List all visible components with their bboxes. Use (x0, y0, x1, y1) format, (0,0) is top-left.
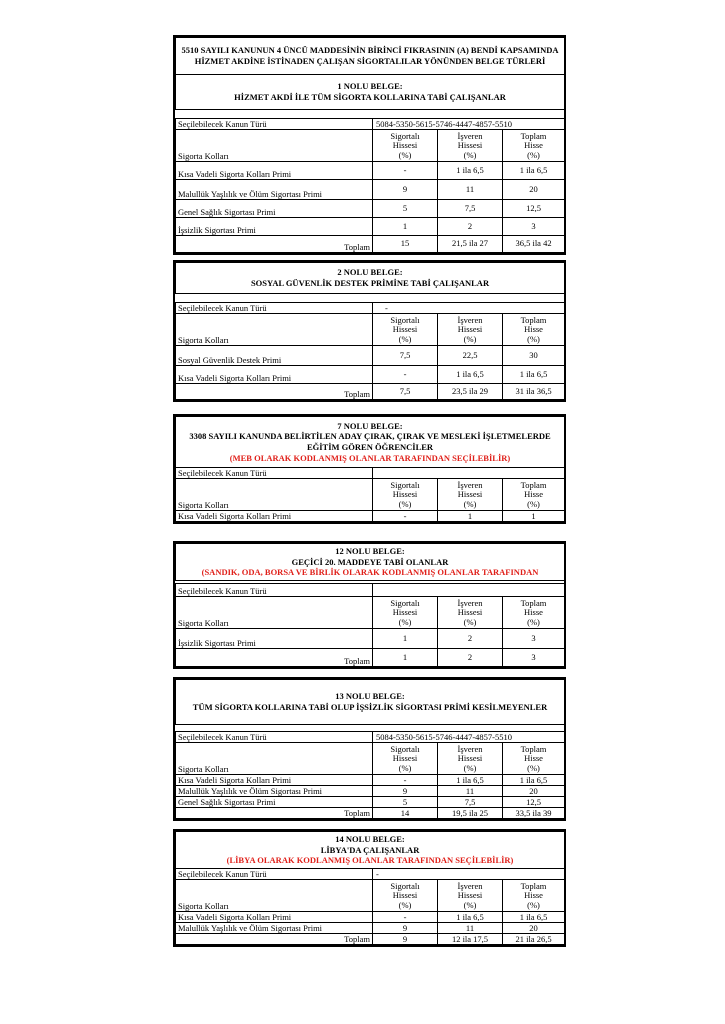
total-row: Toplam 9 12 ila 17,5 21 ila 26,5 (176, 934, 565, 945)
table-row: Kısa Vadeli Sigorta Kolları Primi - 1 1 (176, 511, 565, 522)
belge-1-subtitle: HİZMET AKDİ İLE TÜM SİGORTA KOLLARINA TABİ ÇALIŞANLAR (234, 92, 506, 102)
belge-12-title: 12 NOLU BELGE: (335, 546, 405, 556)
belge-14-kanun: - (373, 869, 565, 880)
belge-2-table: 2 NOLU BELGE: SOSYAL GÜVENLİK DESTEK PRİMİNE TABİ ÇALIŞANLAR Seçilebilecek Kanun Türü - Sigorta Kolları Sigortalı Hissesi (%) İşveren Hissesi (%) Toplam Hisse (%) Sosyal Güvenlik Destek Primi 7,5 22,5 30 Kısa Vadeli Sigorta Kolları Primi - 1 ila 6,5 1 ila 6,5 Toplam 7,5 23,5 ila 29 31 ila 36,5 (175, 262, 565, 400)
page-header (176, 38, 565, 75)
belge-12-block (173, 541, 566, 669)
belge-12-kanun (373, 583, 565, 596)
table-row: Sosyal Güvenlik Destek Primi 7,5 22,5 30 (176, 346, 565, 366)
table-row: Kısa Vadeli Sigorta Kolları Primi - 1 ila 6,5 1 ila 6,5 (176, 912, 565, 923)
sigorta-kollari-label: Sigorta Kolları (176, 479, 373, 511)
sigorta-kollari-label: Sigorta Kolları (176, 130, 373, 162)
belge-1-kanun: 5084-5350-5615-5746-4447-4857-5510 (373, 119, 565, 130)
table-row: İşsizlik Sigortası Primi 1 2 3 (176, 628, 565, 648)
col-toplam: Toplam Hisse (%) (503, 130, 565, 162)
belge-12-header (176, 544, 565, 581)
total-row: Toplam 1 2 3 (176, 648, 565, 666)
belge-14-block (173, 829, 566, 947)
belge-7-subtitle2: EĞİTİM GÖREN ÖĞRENCİLER (306, 442, 434, 452)
table-row: Kısa Vadeli Sigorta Kolları Primi - 1 ila 6,5 1 ila 6,5 (176, 775, 565, 786)
belge-13-kanun: 5084-5350-5615-5746-4447-4857-5510 (373, 732, 565, 743)
kanun-turu-label: Seçilebilecek Kanun Türü (176, 869, 373, 880)
page-header-line1: 5510 SAYILI KANUNUN 4 ÜNCÜ MADDESİNİN BİRİNCİ FIKRASININ (A) BENDİ KAPSAMINDA (181, 45, 559, 56)
belge-14-note: (LİBYA OLARAK KODLANMIŞ OLANLAR TARAFINDAN SEÇİLEBİLİR) (226, 855, 514, 866)
belge-14-subtitle: LİBYA'DA ÇALIŞANLAR (320, 844, 420, 855)
belge-2-header (176, 263, 565, 294)
sigorta-kollari-label: Sigorta Kolları (176, 596, 373, 628)
belge-7-header (176, 417, 565, 468)
belge-13-block (173, 677, 566, 821)
table-row: Malullük Yaşlılık ve Ölüm Sigortası Primi 9 11 20 (176, 786, 565, 797)
belge-13-header (176, 680, 565, 725)
belge-1-header (176, 75, 565, 110)
belge-7-block (173, 414, 566, 524)
page-header-line2: HİZMET AKDİNE İSTİNADEN ÇALIŞAN SİGORTALILAR YÖNÜNDEN BELGE TÜRLERİ (194, 56, 546, 66)
belge-12-subtitle: GEÇİCİ 20. MADDEYE TABİ OLANLAR (291, 556, 449, 567)
belge-14-header (176, 832, 565, 869)
kanun-turu-label: Seçilebilecek Kanun Türü (176, 468, 373, 479)
belge-1-title: 1 NOLU BELGE: (337, 81, 403, 92)
belge-2-subtitle: SOSYAL GÜVENLİK DESTEK PRİMİNE TABİ ÇALIŞANLAR (250, 278, 490, 288)
kanun-turu-label: Seçilebilecek Kanun Türü (176, 119, 373, 130)
belge-12-table: 12 NOLU BELGE: GEÇİCİ 20. MADDEYE TABİ OLANLAR (SANDIK, ODA, BORSA VE BİRLİK OLARAK KODLANMIŞ OLANLAR TARAFINDAN Seçilebilecek Kanun Türü Sigorta Kolları Sigortalı Hissesi (%) İşveren Hissesi (%) Toplam Hisse (%) İşsizlik Sigortası Primi 1 2 3 Toplam 1 2 3 (175, 543, 565, 667)
kanun-turu-label: Seçilebilecek Kanun Türü (176, 583, 373, 596)
belge-13-title: 13 NOLU BELGE: (335, 691, 405, 702)
total-row: Toplam 14 19,5 ila 25 33,5 ila 39 (176, 808, 565, 819)
belge-7-table: 7 NOLU BELGE: 3308 SAYILI KANUNDA BELİRTİLEN ADAY ÇIRAK, ÇIRAK VE MESLEKİ İŞLETMELERDE EĞİTİM GÖREN ÖĞRENCİLER (MEB OLARAK KODLANMIŞ OLANLAR TARAFINDAN SEÇİLEBİLİR) Seçilebilecek Kanun Türü Sigorta Kolları Sigortalı Hissesi (%) İşveren Hissesi (%) Toplam Hisse (%) Kısa Vadeli Sigorta Kolları Primi - 1 1 (175, 416, 565, 522)
belge-2-kanun: - (373, 303, 565, 314)
col-sigortali: Sigortalı Hissesi (%) (373, 130, 438, 162)
belge-2-block (173, 260, 566, 402)
belge-13-table: 13 NOLU BELGE: TÜM SİGORTA KOLLARINA TABİ OLUP İŞSİZLİK SİGORTASI PRİMİ KESİLMEYENLER Seçilebilecek Kanun Türü 5084-5350-5615-5746-4447-4857-5510 Sigorta Kolları Sigortalı Hissesi (%) İşveren Hissesi (%) Toplam Hisse (%) Kısa Vadeli Sigorta Kolları Primi - 1 ila 6,5 1 ila 6,5 Malullük Yaşlılık ve Ölüm Sigortası Primi 9 11 20 Genel Sağlık Sigortası Primi 5 7,5 12,5 Toplam 14 19,5 ila 25 33,5 ila 39 (175, 679, 565, 819)
belge-7-subtitle: 3308 SAYILI KANUNDA BELİRTİLEN ADAY ÇIRAK, ÇIRAK VE MESLEKİ İŞLETMELERDE (189, 431, 551, 442)
sigorta-kollari-label: Sigorta Kolları (176, 314, 373, 346)
kanun-turu-label: Seçilebilecek Kanun Türü (176, 303, 373, 314)
total-row: Toplam 15 21,5 ila 27 36,5 ila 42 (176, 236, 565, 253)
belge-12-note: (SANDIK, ODA, BORSA VE BİRLİK OLARAK KODLANMIŞ OLANLAR TARAFINDAN (201, 567, 539, 578)
table-row: Genel Sağlık Sigortası Primi 5 7,5 12,5 (176, 200, 565, 218)
table-row: Genel Sağlık Sigortası Primi 5 7,5 12,5 (176, 797, 565, 808)
col-isveren: İşveren Hissesi (%) (438, 130, 503, 162)
belge-2-title: 2 NOLU BELGE: (337, 267, 403, 278)
kanun-turu-label: Seçilebilecek Kanun Türü (176, 732, 373, 743)
table-row: Kısa Vadeli Sigorta Kolları Primi - 1 ila 6,5 1 ila 6,5 (176, 162, 565, 180)
belge-13-subtitle: TÜM SİGORTA KOLLARINA TABİ OLUP İŞSİZLİK SİGORTASI PRİMİ KESİLMEYENLER (192, 702, 548, 712)
total-row: Toplam 7,5 23,5 ila 29 31 ila 36,5 (176, 384, 565, 400)
sigorta-kollari-label: Sigorta Kolları (176, 880, 373, 912)
belge-7-title: 7 NOLU BELGE: (337, 420, 403, 431)
belge-1-table (175, 37, 565, 253)
sigorta-kollari-label: Sigorta Kolları (176, 743, 373, 775)
table-row: Kısa Vadeli Sigorta Kolları Primi - 1 ila 6,5 1 ila 6,5 (176, 366, 565, 384)
table-row: Malullük Yaşlılık ve Ölüm Sigortası Primi 9 11 20 (176, 923, 565, 934)
belge-1-block (173, 35, 566, 255)
belge-14-table: 14 NOLU BELGE: LİBYA'DA ÇALIŞANLAR (LİBYA OLARAK KODLANMIŞ OLANLAR TARAFINDAN SEÇİLEBİLİR) Seçilebilecek Kanun Türü - Sigorta Kolları Sigortalı Hissesi (%) İşveren Hissesi (%) Toplam Hisse (%) Kısa Vadeli Sigorta Kolları Primi - 1 ila 6,5 1 ila 6,5 Malullük Yaşlılık ve Ölüm Sigortası Primi 9 11 20 Toplam 9 12 ila 17,5 21 ila 26,5 (175, 831, 565, 945)
table-row: Malullük Yaşlılık ve Ölüm Sigortası Primi 9 11 20 (176, 180, 565, 200)
belge-7-note: (MEB OLARAK KODLANMIŞ OLANLAR TARAFINDAN SEÇİLEBİLİR) (229, 452, 511, 463)
table-row: İşsizlik Sigortası Primi 1 2 3 (176, 218, 565, 236)
belge-14-title: 14 NOLU BELGE: (335, 834, 405, 845)
belge-7-kanun (373, 468, 565, 479)
